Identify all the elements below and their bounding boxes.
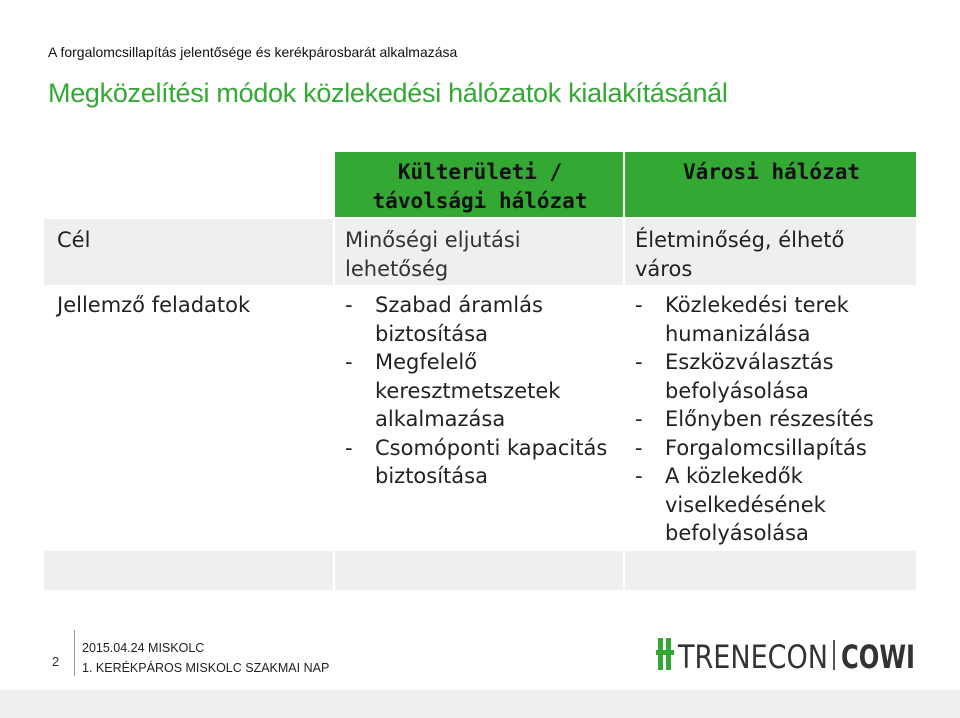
trenecon-mark-icon xyxy=(656,638,674,670)
footer-divider xyxy=(74,630,75,676)
footer-bar xyxy=(0,690,960,718)
list-item: - Előnyben részesítés xyxy=(635,407,874,431)
comparison-table xyxy=(44,152,916,592)
table-row-empty xyxy=(44,550,916,591)
goal-urban: Életminőség, élhető város xyxy=(624,218,916,286)
slide-title: Megközelítési módok közlekedési hálózatok kialakításánál xyxy=(48,78,728,108)
list-item: - Csomóponti kapacitás biztosítása xyxy=(345,435,608,488)
table-header-row xyxy=(44,152,916,218)
cowi-wordmark xyxy=(841,638,915,676)
list-item: - Forgalomcsillapítás xyxy=(635,435,867,460)
tasks-urban xyxy=(624,286,916,550)
list-item: - Közlekedési terek humanizálása xyxy=(635,293,849,346)
goal-rural: Minőségi eljutási lehetőség xyxy=(334,218,624,286)
trenecon-cowi-logo xyxy=(656,630,920,678)
header-urban-network: Városi hálózat xyxy=(624,152,916,218)
page-number: 2 xyxy=(52,654,60,669)
footer-date: 2015.04.24 MISKOLC xyxy=(82,641,205,655)
list-item: - A közlekedők viselkedésének befolyásolása xyxy=(635,464,826,545)
brand-cowi-text: COWI xyxy=(841,638,915,676)
tasks-rural xyxy=(334,286,624,550)
row-label-tasks: Jellemző feladatok xyxy=(44,286,334,550)
presentation-subtitle: A forgalomcsillapítás jelentősége és kerékpárosbarát alkalmazása xyxy=(48,44,458,60)
header-empty-cell xyxy=(44,152,334,218)
list-item: - Szabad áramlás biztosítása xyxy=(345,293,543,346)
row-label-goal: Cél xyxy=(44,218,334,286)
table-row-tasks xyxy=(44,286,916,550)
tasks-rural-list xyxy=(345,291,615,491)
header-rural-network: Külterületi / távolsági hálózat xyxy=(334,152,624,218)
empty-cell xyxy=(624,550,916,591)
list-item: - Megfelelő keresztmetszetek alkalmazása xyxy=(345,350,561,431)
tasks-urban-list xyxy=(635,291,908,548)
brand-trenecon-text: TRENECON xyxy=(677,638,828,676)
list-item: - Eszközválasztás befolyásolása xyxy=(635,350,834,403)
footer-event: 1. KERÉKPÁROS MISKOLC SZAKMAI NAP xyxy=(82,661,330,675)
empty-cell xyxy=(334,550,624,591)
trenecon-wordmark xyxy=(677,638,828,676)
logo-divider xyxy=(833,640,835,670)
empty-cell xyxy=(44,550,334,591)
table-row-goal xyxy=(44,218,916,286)
